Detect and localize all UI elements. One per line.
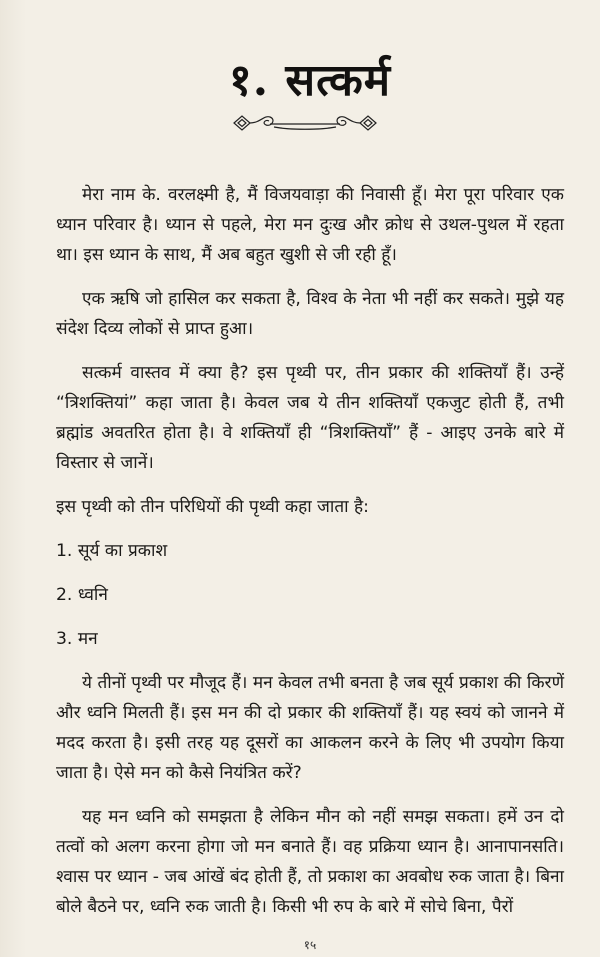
chapter-body	[56, 180, 564, 936]
list-item-sunlight: 1. सूर्य का प्रकाश	[56, 541, 168, 561]
paragraph-trishakti: सत्कर्म वास्तव में क्या है? इस पृथ्वी पर, तीन प्रकार की शक्तियाँ हैं। उन्हें “त्रिशक्तियां” कहा जाता है। केवल जब ये तीन शक्तियाँ एकजुट होती हैं, तभी ब्रह्मांड अवतरित होता है। वे शक्तियाँ ही “त्रिशक्तियाँ” हैं - आइए उनके बारे में विस्तार से जानें।	[56, 363, 564, 473]
list-item-mind: 3. मन	[56, 629, 98, 649]
paragraph-meditation: यह मन ध्वनि को समझता है लेकिन मौन को नहीं समझ सकता। हमें उन दो तत्वों को अलग करना होगा जो मन बनाते हैं। वह प्रक्रिया ध्यान है। आनापानसति। श्वास पर ध्यान - जब आंखें बंद होती हैं, तो प्रकाश का अवबोध रुक जाता है। बिना बोले बैठने पर, ध्वनि रुक जाती है। किसी भी रुप के बारे में सोचे बिना, पैरों	[56, 807, 564, 917]
paragraph-three-spheres: इस पृथ्वी को तीन परिधियों की पृथ्वी कहा जाता है:	[56, 497, 369, 517]
paragraph-rishi: एक ऋषि जो हासिल कर सकता है, विश्व के नेता भी नहीं कर सकते। मुझे यह संदेश दिव्य लोकों से प्राप्त हुआ।	[56, 289, 564, 339]
decorative-ornament-icon	[230, 110, 380, 136]
chapter-title: १. सत्कर्म	[228, 55, 392, 107]
page-number: १५	[303, 938, 317, 952]
paragraph-mind-formation: ये तीनों पृथ्वी पर मौजूद हैं। मन केवल तभी बनता है जब सूर्य प्रकाश की किरणें और ध्वनि मिलती हैं। इस मन की दो प्रकार की शक्तियाँ हैं। यह स्वयं को जानने में मदद करता है। इसी तरह यह दूसरों का आकलन करने के लिए भी उपयोग किया जाता है। ऐसे मन को कैसे नियंत्रित करें?	[56, 673, 564, 783]
list-item-sound: 2. ध्वनि	[56, 585, 108, 605]
paragraph-intro: मेरा नाम के. वरलक्ष्मी है, मैं विजयवाड़ा की निवासी हूँ। मेरा पूरा परिवार एक ध्यान परिवार है। ध्यान से पहले, मेरा मन दुःख और क्रोध से उथल-पुथल में रहता था। इस ध्यान के साथ, मैं अब बहुत खुशी से जी रही हूँ।	[56, 185, 564, 265]
